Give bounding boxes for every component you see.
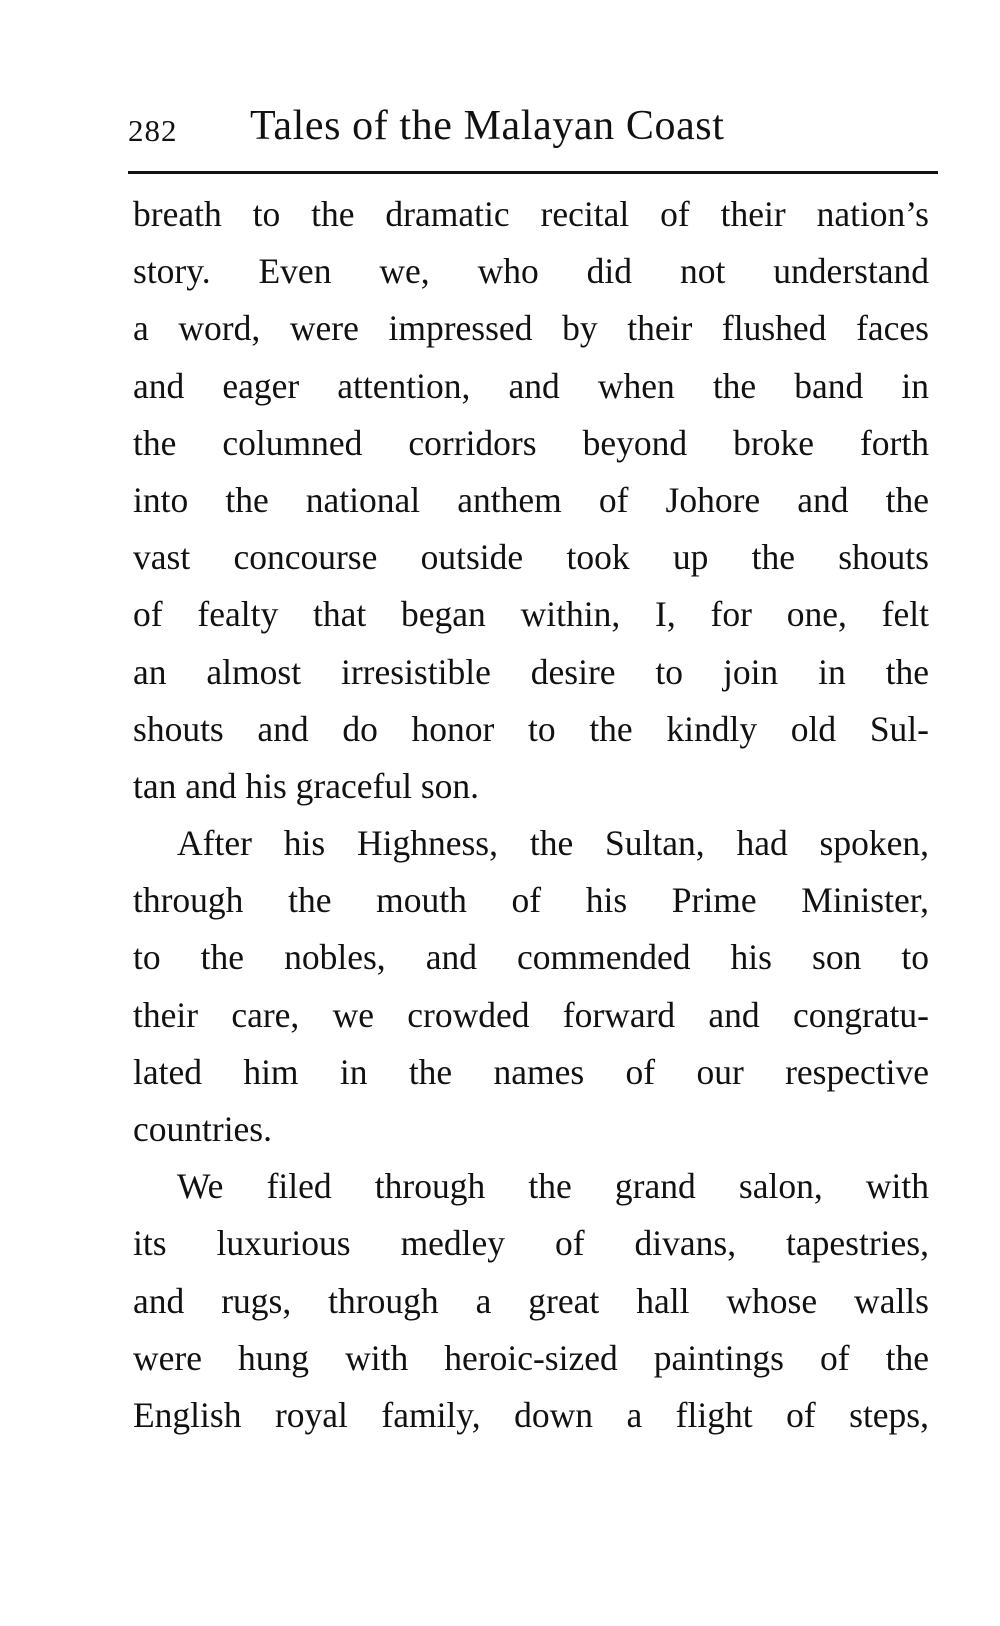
- text-line: vast concourse outside took up the shouts: [133, 537, 929, 578]
- text-line: We filed through the grand salon, with: [177, 1166, 929, 1207]
- text-line: lated him in the names of our respective: [133, 1051, 929, 1092]
- text-line: to the nobles, and commended his son to: [133, 937, 929, 978]
- text-line: the columned corridors beyond broke forth: [133, 422, 929, 463]
- paragraph-3: [133, 1158, 929, 1444]
- page-number: 282: [128, 113, 178, 148]
- text-line: an almost irresistible desire to join in the: [133, 651, 929, 692]
- paragraph-2: [133, 815, 929, 1158]
- text-line: After his Highness, the Sultan, had spoken,: [177, 823, 929, 864]
- running-head: [128, 96, 940, 166]
- body-text: [133, 186, 929, 1486]
- paragraph-1: [133, 186, 929, 815]
- text-line: tan and his graceful son.: [133, 765, 480, 806]
- text-line: its luxurious medley of divans, tapestries,: [133, 1223, 929, 1264]
- book-title: Tales of the Malayan Coast: [250, 103, 725, 149]
- text-line: countries.: [133, 1109, 273, 1149]
- text-line: breath to the dramatic recital of their nation’s: [133, 194, 929, 234]
- text-line: through the mouth of his Prime Minister,: [133, 880, 929, 921]
- text-line: into the national anthem of Johore and the: [133, 479, 929, 520]
- text-line: were hung with heroic-sized paintings of the: [133, 1337, 929, 1378]
- text-line: of fealty that began within, I, for one, felt: [133, 594, 929, 635]
- text-line: story. Even we, who did not understand: [133, 251, 929, 292]
- text-line: and eager attention, and when the band in: [133, 365, 929, 406]
- text-line: and rugs, through a great hall whose walls: [133, 1280, 929, 1321]
- text-line: a word, were impressed by their flushed faces: [133, 308, 929, 349]
- text-line: shouts and do honor to the kindly old Sul-: [133, 708, 929, 749]
- text-line: English royal family, down a flight of steps,: [133, 1394, 929, 1435]
- header-rule: [128, 171, 938, 174]
- text-line: their care, we crowded forward and congratu-: [133, 994, 929, 1035]
